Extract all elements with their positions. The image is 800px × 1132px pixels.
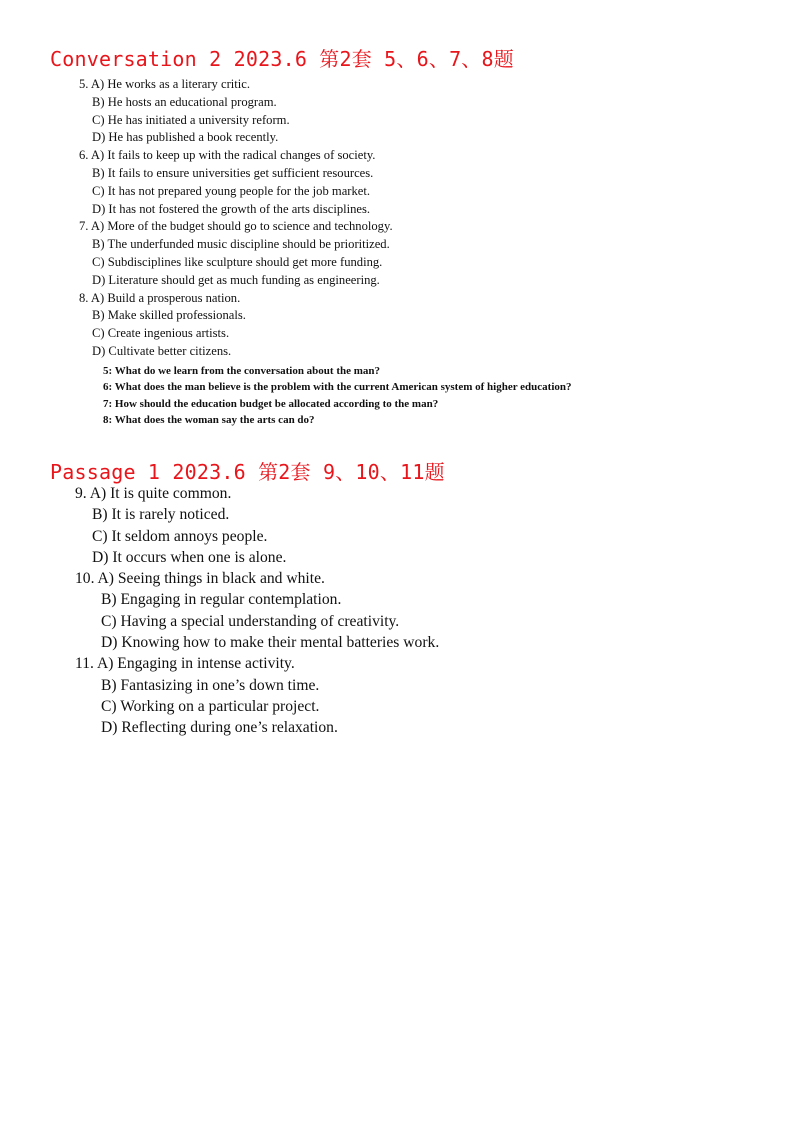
option-line: D) It occurs when one is alone. [92, 548, 287, 566]
question-line: 6: What does the man believe is the problem with the current American system of higher education? [103, 381, 572, 394]
option-line: B) Make skilled professionals. [92, 308, 246, 323]
passage-options [75, 483, 439, 739]
option-line: 8. A) Build a prosperous nation. [79, 290, 241, 305]
option-line: 5. A) He works as a literary critic. [79, 77, 251, 91]
option-line: D) Knowing how to make their mental batteries work. [101, 634, 440, 652]
option-line: 10. A) Seeing things in black and white. [75, 570, 325, 588]
option-line: C) He has initiated a university reform. [92, 112, 290, 127]
option-line: B) It is rarely noticed. [92, 506, 230, 524]
option-line: D) Literature should get as much funding as engineering. [92, 272, 380, 287]
question-line: 7: How should the education budget be allocated according to the man? [103, 397, 439, 410]
option-line: B) It fails to ensure universities get sufficient resources. [92, 165, 374, 180]
option-line: D) Reflecting during one’s relaxation. [101, 719, 338, 737]
option-line: C) Create ingenious artists. [92, 326, 230, 341]
option-line: 7. A) More of the budget should go to science and technology. [79, 219, 393, 234]
option-line: D) Cultivate better citizens. [92, 343, 232, 358]
option-line: B) Fantasizing in one’s down time. [101, 676, 320, 694]
question-line: 5: What do we learn from the conversation about the man? [103, 365, 381, 377]
option-line: D) It has not fostered the growth of the arts disciplines. [92, 201, 371, 216]
conversation-options [79, 76, 393, 361]
option-line: C) Working on a particular project. [101, 697, 320, 715]
section-heading-passage-1: Passage 1 2023.6 第2套 9、10、11题 [50, 460, 445, 484]
option-line: C) Having a special understanding of creativity. [101, 612, 400, 630]
option-line: C) It has not prepared young people for the job market. [92, 183, 371, 198]
option-line: B) The underfunded music discipline should be prioritized. [92, 237, 390, 252]
option-line: C) Subdisciplines like sculpture should get more funding. [92, 254, 383, 269]
section-heading-conversation-2: Conversation 2 2023.6 第2套 5、6、7、8题 [50, 47, 514, 71]
option-line: 6. A) It fails to keep up with the radical changes of society. [79, 148, 376, 163]
option-line: 9. A) It is quite common. [75, 485, 232, 502]
option-line: B) He hosts an educational program. [92, 94, 277, 109]
question-list [103, 363, 572, 428]
option-line: 11. A) Engaging in intense activity. [75, 655, 295, 673]
option-line: B) Engaging in regular contemplation. [101, 591, 342, 609]
option-line: C) It seldom annoys people. [92, 527, 268, 545]
question-line: 8: What does the woman say the arts can do? [103, 413, 315, 426]
option-line: D) He has published a book recently. [92, 130, 279, 145]
